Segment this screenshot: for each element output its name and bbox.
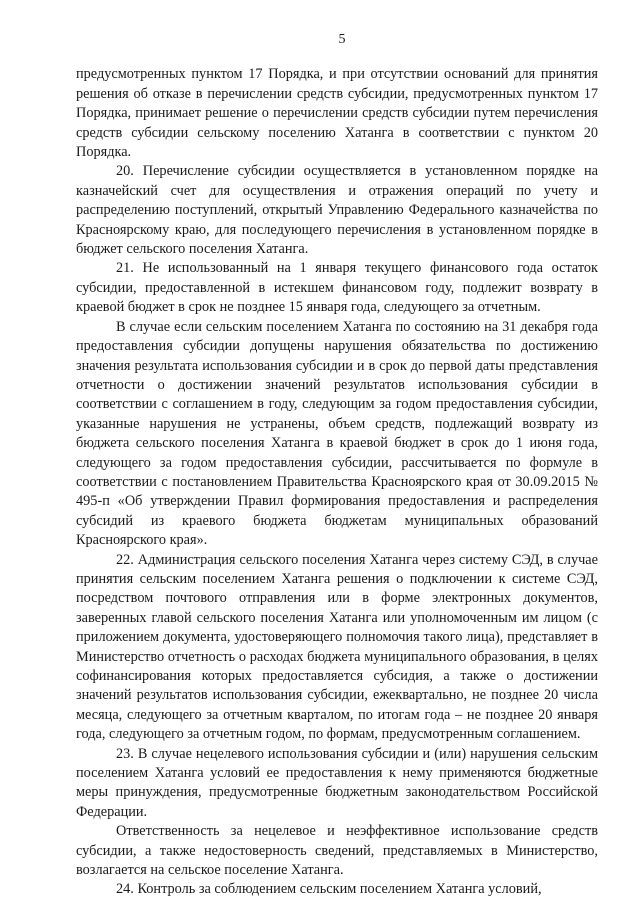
paragraph-item-24: 24. Контроль за соблюдением сельским поселением Хатанга условий, [116,881,542,898]
paragraph-item-20: 20. Перечисление субсидии осуществляется в установленном порядке на казначейский счет для осуществления и отражения операций по учету и распределению поступлений, открытый Управлению Федерального казначейства по Красноярскому краю, для последующего перечисления в установленном порядке в бюджет сельского поселения Хатанга. [76,163,598,258]
page-number: 5 [338,32,346,47]
paragraph-continuation: предусмотренных пунктом 17 Порядка, и при отсутствии оснований для принятия решения об отказе в перечислении средств субсидии, предусмотренных пунктом 17 Порядка, принимает решение о перечислении средств субсидии путем перечисления средств субсидии сельскому поселению Хатанга в соответствии с пунктом 20 Порядка. [76,66,598,161]
paragraph-responsibility: Ответственность за нецелевое и неэффективное использование средств субсидии, а также недостоверность сведений, представляемых в Министерство, возлагается на сельское поселение Хатанга. [76,823,598,879]
paragraph-return-calculation: В случае если сельским поселением Хатанга по состоянию на 31 декабря года предоставления субсидии допущены нарушения обязательства по достижению значения результата использования субсидии и в срок до первой даты представления отчетности о достижении значений результатов использования субсидии в соответствии с соглашением в году, следующим за годом предоставления субсидии, указанные нарушения не устранены, объем средств, подлежащий возврату из бюджета сельского поселения Хатанга в краевой бюджет в срок до 1 июня года, следующего за годом предоставления субсидии, рассчитывается по формуле в соответствии с постановлением Правительства Красноярского края от 30.09.2015 № 495-п «Об утверждении Правил формирования предоставления и распределения субсидий из краевого бюджета бюджетам муниципальных образований Красноярского края». [76,318,598,549]
paragraph-item-23: 23. В случае нецелевого использования субсидии и (или) нарушения сельским поселением Хатанга условий ее предоставления к нему применяются бюджетные меры принуждения, предусмотренные бюджетным законодательством Российской Федерации. [76,745,598,820]
document-body [76,65,598,899]
paragraph-item-21: 21. Не использованный на 1 января текущего финансового года остаток субсидии, предоставленной в истекшем финансовом году, подлежит возврату в краевой бюджет в срок не позднее 15 января года, следующего за отчетным. [76,260,598,316]
paragraph-item-22: 22. Администрация сельского поселения Хатанга через систему СЭД, в случае принятия сельским поселением Хатанга решения о подключении к системе СЭД, посредством почтового отправления или в форме электронных документов, заверенных главой сельского поселения Хатанга или уполномоченным им лицом (с приложением документа, удостоверяющего полномочия такого лица), представляет в Министерство отчетность о расходах бюджета муниципального образования, в целях софинансирования которых предоставляется субсидия, а также о достижении значений результатов использования субсидии, ежеквартально, не позднее 20 числа месяца, следующего за отчетным кварталом, по итогам года – не позднее 20 января года, следующего за отчетным годом, по формам, предусмотренным соглашением. [76,551,598,743]
